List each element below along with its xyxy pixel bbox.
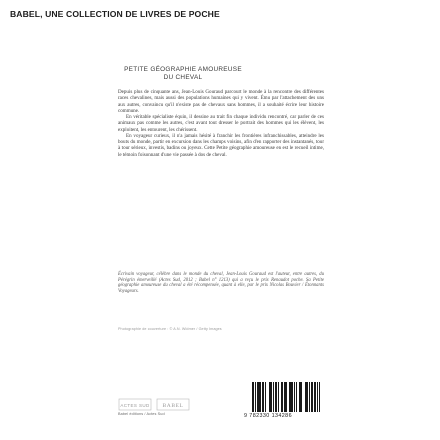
babel-logo	[156, 397, 190, 413]
isbn-barcode	[244, 382, 326, 426]
blurb	[118, 89, 324, 158]
blurb-paragraph-2: En véritable spécialiste équin, il dessine au trait fin chaque individu rencontré, car parler de ces animaux pas comme les autres, c'est avant tout dresser le portrait des hommes qui les élèvent, les exploitent, les entourent, les chérissent.	[118, 114, 324, 133]
blurb-paragraph-1: Depuis plus de cinquante ans, Jean-Louis Gouraud parcourt le monde à la rencontre des différentes races chevalines, mais aussi des populations humaines qui y vivent. Ému par l'attachement des uns aux autres, convaincu qu'il n'existe pas de chevaux sans hommes, il a souhaité écrire leur histoire commune.	[118, 89, 324, 114]
svg-text:BABEL: BABEL	[162, 403, 184, 409]
blurb-paragraph-3: En voyageur curieux, il n'a jamais hésité à franchir les frontières infranchissables, atteindre les bouts du monde, partir en excursion dans les champs voisins, afin d'en rapporter des instantanés, tour à tour sérieux, investis, badins ou joyeux. Cette Petite géographie amoureuse en est le recueil intime, le témoin foisonnant d'une vie passée à dos de cheval.	[118, 132, 324, 158]
barcode-number: 9 782330 134286	[244, 413, 292, 419]
barcode-bars	[252, 382, 322, 412]
barcode-bar	[320, 382, 321, 412]
series-header: BABEL, UNE COLLECTION DE LIVRES DE POCHE	[10, 9, 220, 19]
title-line-2: DU CHEVAL	[163, 74, 203, 81]
svg-text:ACTES SUD: ACTES SUD	[120, 403, 150, 408]
cover-credit: Photographie de couverture : © A.N. Widmer / Getty Images	[118, 327, 222, 331]
title-line-1: PETITE GÉOGRAPHIE AMOUREUSE	[124, 66, 242, 73]
actes-sud-logo	[118, 397, 152, 413]
author-bio: Écrivain voyageur, célèbre dans le monde du cheval, Jean-Louis Gouraud est l'auteur, entre autres, du Pérégrin émerveillé (Actes Sud, 2012 ; Babel n° 1213) qui a reçu le prix Renaudot poche. Sa Petite géographie amoureuse du cheval a été récompensée, quant à elle, par le prix Nicolas Bouvier / Étonnants Voyageurs.	[118, 272, 324, 295]
publisher-line: Babel éditions / Actes Sud	[118, 412, 165, 416]
book-title	[118, 66, 248, 82]
